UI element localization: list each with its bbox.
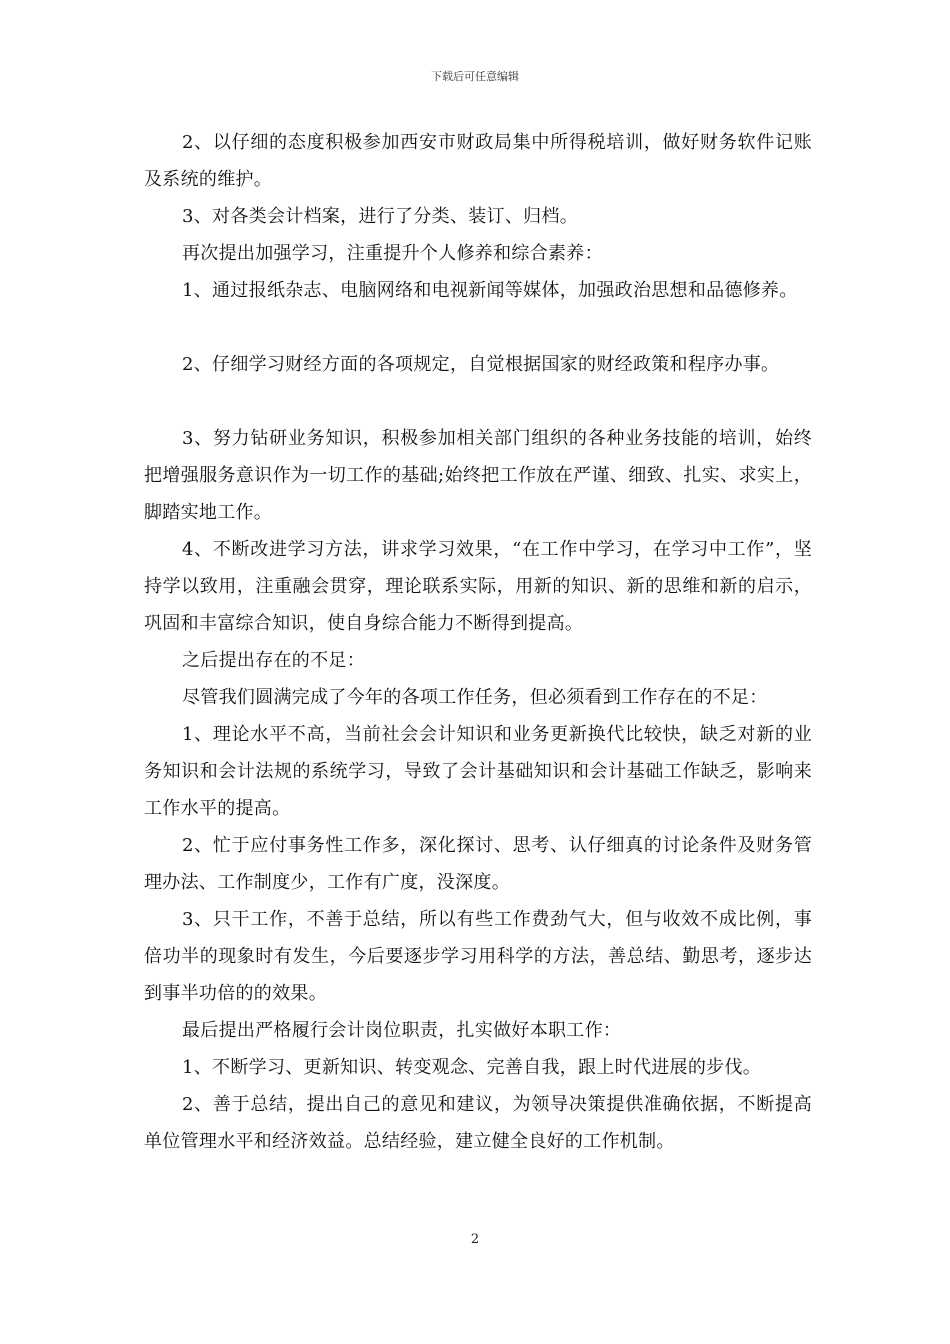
paragraph: 1、通过报纸杂志、电脑网络和电视新闻等媒体，加强政治思想和品德修养。: [182, 280, 798, 301]
paragraph: 2、以仔细的态度积极参加西安市财政局集中所得税培训，做好财务软件记账及系统的维护。: [144, 132, 812, 190]
page-header: 下载后可任意编辑: [431, 70, 519, 83]
paragraph: 3、对各类会计档案，进行了分类、装订、归档。: [182, 206, 579, 227]
paragraph: 1、不断学习、更新知识、转变观念、完善自我，跟上时代进展的步伐。: [182, 1057, 762, 1078]
paragraph: 4、不断改进学习方法，讲求学习效果，“在工作中学习，在学习中工作”，坚持学以致用，注重融会贯穿，理论联系实际，用新的知识、新的思维和新的启示，巩固和丰富综合知识，使自身综合能力不断得到提高。: [144, 539, 812, 634]
paragraph: 3、努力钻研业务知识，积极参加相关部门组织的各种业务技能的培训，始终把增强服务意识作为一切工作的基础;始终把工作放在严谨、细致、扎实、求实上，脚踏实地工作。: [144, 428, 812, 523]
paragraph: 之后提出存在的不足：: [182, 650, 365, 671]
paragraph: 1、理论水平不高，当前社会会计知识和业务更新换代比较快，缺乏对新的业务知识和会计法规的系统学习，导致了会计基础知识和会计基础工作缺乏，影响来工作水平的提高。: [144, 724, 812, 819]
paragraph: 最后提出严格履行会计岗位职责，扎实做好本职工作：: [182, 1020, 622, 1041]
paragraph: 2、仔细学习财经方面的各项规定，自觉根据国家的财经政策和程序办事。: [182, 354, 780, 375]
paragraph: 再次提出加强学习，注重提升个人修养和综合素养：: [182, 243, 603, 264]
page-number: 2: [470, 1232, 480, 1247]
paragraph: 2、忙于应付事务性工作多，深化探讨、思考、认仔细真的讨论条件及财务管理办法、工作制度少，工作有广度，没深度。: [144, 835, 812, 893]
paragraph: 2、善于总结，提出自己的意见和建议，为领导决策提供准确依据，不断提高单位管理水平和经济效益。总结经验，建立健全良好的工作机制。: [144, 1094, 812, 1152]
paragraph: 3、只干工作，不善于总结，所以有些工作费劲气大，但与收效不成比例，事倍功半的现象时有发生，今后要逐步学习用科学的方法，善总结、勤思考，逐步达到事半功倍的的效果。: [144, 909, 812, 1004]
document-body: [144, 124, 812, 1160]
paragraph: 尽管我们圆满完成了今年的各项工作任务，但必须看到工作存在的不足：: [182, 687, 768, 708]
blank-line: [144, 383, 812, 420]
blank-line: [144, 309, 812, 346]
